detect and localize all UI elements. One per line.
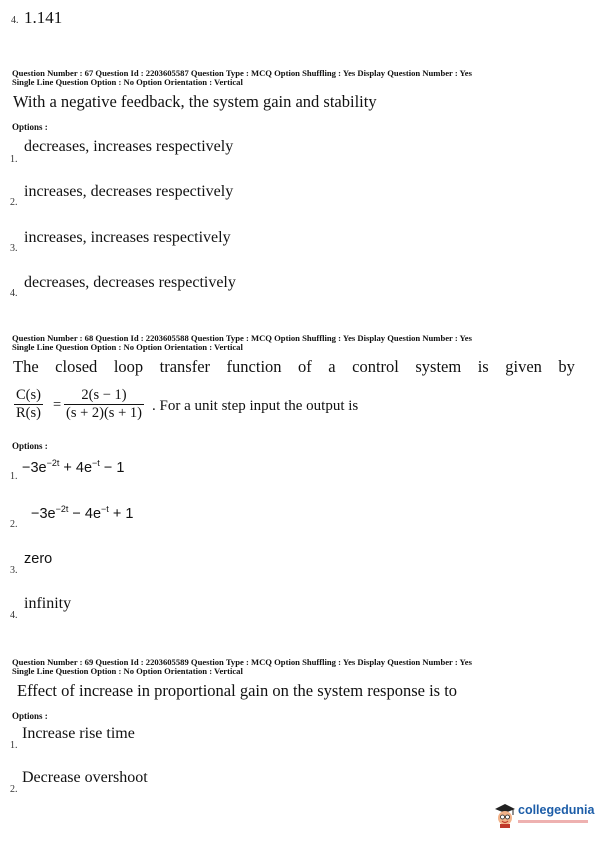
question-tail-68: . For a unit step input the output is bbox=[152, 398, 359, 414]
option-text: Increase rise time bbox=[22, 725, 135, 742]
word: control bbox=[352, 357, 399, 376]
option-number: 2. bbox=[10, 519, 18, 530]
word: loop bbox=[113, 357, 144, 376]
option-text: zero bbox=[24, 551, 53, 567]
question-meta-67 bbox=[12, 69, 587, 87]
option-number: 3. bbox=[10, 243, 18, 254]
word: transfer bbox=[159, 357, 211, 376]
option-text: infinity bbox=[24, 595, 72, 612]
graduate-mascot-icon bbox=[494, 803, 516, 829]
option-number: 1. bbox=[10, 471, 18, 482]
option-number: 4. bbox=[10, 288, 18, 299]
options-label: Options : bbox=[12, 441, 48, 451]
expr-part: + 1 bbox=[108, 505, 134, 522]
equals-sign: = bbox=[53, 397, 62, 413]
option-text: Decrease overshoot bbox=[22, 769, 148, 786]
meta-line: Question Number : 67 Question Id : 2203605587 Question Type : MCQ Option Shuffling : Yes Display Question Number : Yes bbox=[12, 68, 472, 78]
options-label: Options : bbox=[12, 122, 48, 132]
rhs-denominator: (s + 2)(s + 1) bbox=[66, 405, 142, 421]
option-number: 4. bbox=[11, 15, 19, 26]
option-number: 2. bbox=[10, 197, 18, 208]
expr-part: −3e bbox=[22, 459, 47, 476]
expr-exponent: −2t bbox=[46, 458, 60, 468]
option-text bbox=[22, 458, 124, 476]
option-number: 3. bbox=[10, 565, 18, 576]
question-text-67: With a negative feedback, the system gain and stability bbox=[13, 92, 377, 111]
options-label: Options : bbox=[12, 711, 48, 721]
meta-line: Single Line Question Option : No Option Orientation : Vertical bbox=[12, 77, 243, 87]
word: given bbox=[505, 357, 542, 376]
word: a bbox=[328, 357, 336, 376]
question-text-69: Effect of increase in proportional gain on the system response is to bbox=[17, 681, 458, 700]
meta-line: Question Number : 68 Question Id : 2203605588 Question Type : MCQ Option Shuffling : Yes Display Question Number : Yes bbox=[12, 333, 472, 343]
meta-line: Question Number : 69 Question Id : 2203605589 Question Type : MCQ Option Shuffling : Yes Display Question Number : Yes bbox=[12, 657, 472, 667]
word: closed bbox=[55, 357, 98, 376]
expr-exponent: −t bbox=[92, 458, 100, 468]
option-number: 2. bbox=[10, 784, 18, 795]
word: is bbox=[477, 357, 489, 376]
lhs-numerator: C(s) bbox=[16, 387, 41, 403]
logo-text: collegedunia bbox=[518, 803, 595, 817]
question-text-68 bbox=[13, 357, 575, 377]
word: of bbox=[298, 357, 312, 376]
expr-part: − 4e bbox=[68, 505, 102, 522]
expr-part: −3e bbox=[31, 505, 56, 522]
logo-tagline-bar bbox=[518, 820, 588, 823]
transfer-function-lhs bbox=[14, 387, 43, 422]
question-meta-68 bbox=[12, 334, 587, 352]
option-number: 1. bbox=[10, 154, 18, 165]
question-meta-69 bbox=[12, 658, 587, 676]
rhs-numerator: 2(s − 1) bbox=[81, 387, 127, 403]
word: The bbox=[13, 357, 39, 376]
word: by bbox=[558, 357, 575, 376]
expr-part: − 1 bbox=[99, 459, 125, 476]
option-text: 1.141 bbox=[24, 8, 63, 27]
expr-exponent: −t bbox=[101, 504, 109, 514]
meta-line: Single Line Question Option : No Option Orientation : Vertical bbox=[12, 666, 243, 676]
expr-exponent: −2t bbox=[55, 504, 69, 514]
option-text: increases, increases respectively bbox=[24, 229, 231, 246]
lhs-denominator: R(s) bbox=[16, 405, 41, 421]
option-text: increases, decreases respectively bbox=[24, 183, 234, 200]
option-text: decreases, increases respectively bbox=[24, 138, 234, 155]
option-text bbox=[31, 504, 133, 522]
word: system bbox=[415, 357, 462, 376]
option-number: 4. bbox=[10, 610, 18, 621]
option-text: decreases, decreases respectively bbox=[24, 274, 236, 291]
expr-part: + 4e bbox=[59, 459, 93, 476]
option-number: 1. bbox=[10, 740, 18, 751]
transfer-function-rhs bbox=[64, 387, 144, 422]
word: function bbox=[226, 357, 282, 376]
collegedunia-logo bbox=[494, 801, 595, 831]
meta-line: Single Line Question Option : No Option Orientation : Vertical bbox=[12, 342, 243, 352]
